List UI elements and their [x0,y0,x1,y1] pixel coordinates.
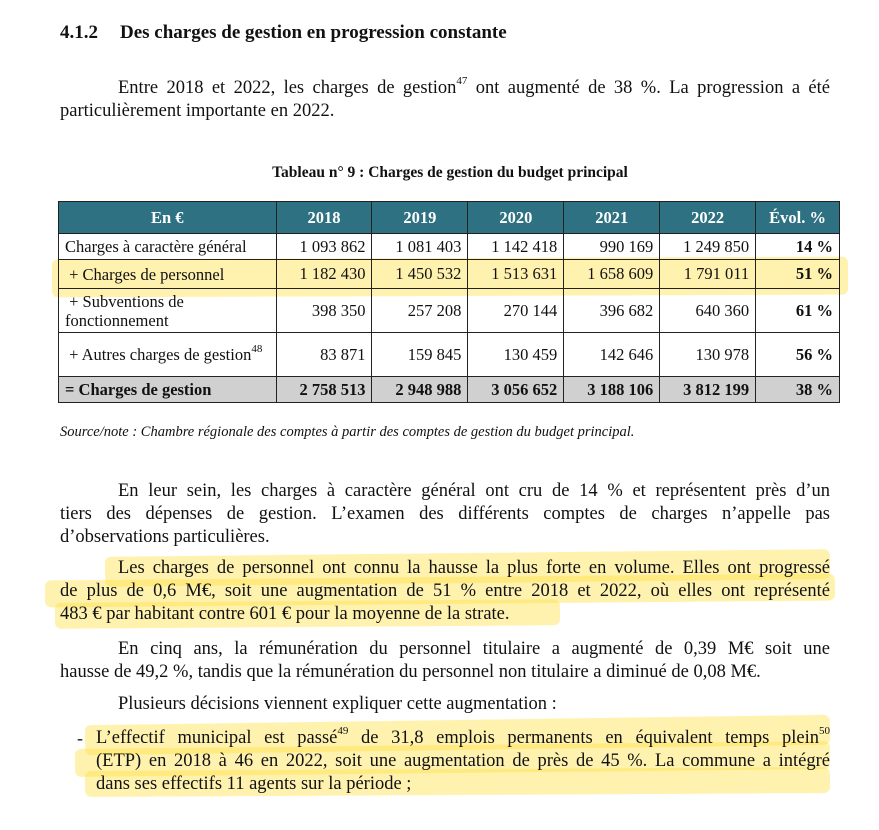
row-label: Charges à caractère général [59,234,277,260]
cell-value: 640 360 [660,289,756,333]
para2-line1: Les charges de personnel ont connu la hausse la plus forte en volume. Elles ont progressé [118,558,830,578]
cell-value: 398 350 [276,289,372,333]
table-row [59,333,840,377]
bullet-line1 [96,724,830,750]
total-value: 2 758 513 [276,377,372,403]
total-value: 2 948 988 [372,377,468,403]
para2-line2: de plus de 0,6 M€, soit une augmentation de 51 % entre 2018 et 2022, où elles ont représenté [60,581,830,601]
total-value: 3 056 652 [468,377,564,403]
intro-line1 [118,74,830,100]
total-evolution: 38 % [756,377,840,403]
table-caption: Tableau n° 9 : Charges de gestion du budget principal [272,164,628,181]
para1-line2: tiers des dépenses de gestion. L’examen des différents comptes de charges n’appelle pas [60,504,830,524]
cell-value: 1 142 418 [468,234,564,260]
cell-value: 1 081 403 [372,234,468,260]
cell-value: 1 249 850 [660,234,756,260]
table-header-row [59,202,840,234]
table-row [59,234,840,260]
section-heading [60,22,507,44]
total-value: 3 812 199 [660,377,756,403]
cell-value: 159 845 [372,333,468,377]
row-label-text: + Charges de personnel [69,264,225,284]
intro-line2: particulièrement importante en 2022. [60,101,335,121]
footnote-ref-49[interactable]: 49 [337,724,349,737]
row-label [59,260,277,289]
cell-value: 142 646 [564,333,660,377]
cell-value: 990 169 [564,234,660,260]
table-row [59,260,840,289]
table-source-note: Source/note : Chambre régionale des comptes à partir des comptes de gestion du budget principal. [60,424,635,440]
para1-line3: d’observations particulières. [60,527,270,547]
section-title: Des charges de gestion en progression constante [120,22,507,43]
para3-line1: En cinq ans, la rémunération du personnel titulaire a augmenté de 0,39 M€ soit une [118,639,830,659]
header-cell: 2020 [468,202,564,234]
cell-value: 1 658 609 [564,260,660,289]
bullet-line2: (ETP) en 2018 à 46 en 2022, soit une augmentation de près de 45 %. La commune a intégré [96,751,830,771]
para3-line2: hausse de 49,2 %, tandis que la rémunération du personnel non titulaire a diminué de 0,08 M€. [60,662,761,682]
header-cell: 2022 [660,202,756,234]
row-label-text: + Subventions de fonctionnement [65,291,184,330]
total-value: 3 188 106 [564,377,660,403]
bullet-text-b: de 31,8 emplois permanents en équivalent temps plein [348,728,819,748]
cell-value: 1 182 430 [276,260,372,289]
cell-evolution: 61 % [756,289,840,333]
table-row [59,289,840,333]
bullet-text-a: L’effectif municipal est passé [96,728,338,748]
footnote-ref-47[interactable]: 47 [456,74,468,87]
cell-value: 396 682 [564,289,660,333]
header-cell: En € [59,202,277,234]
cell-evolution: 51 % [756,260,840,289]
cell-evolution: 14 % [756,234,840,260]
section-number: 4.1.2 [60,22,98,43]
cell-value: 130 978 [660,333,756,377]
bullet-marker: - [77,728,83,748]
intro-text-b: ont augmenté de 38 %. La progression a été [467,78,830,98]
cell-value: 257 208 [372,289,468,333]
cell-value: 83 871 [276,333,372,377]
cell-value: 1 093 862 [276,234,372,260]
cell-value: 1 513 631 [468,260,564,289]
footnote-ref-48[interactable]: 48 [251,342,263,355]
footnote-ref-50[interactable]: 50 [819,724,830,737]
cell-evolution: 56 % [756,333,840,377]
row-label-text: + Autres charges de gestion [69,345,252,364]
header-cell: Évol. % [756,202,840,234]
row-label [59,289,277,333]
intro-text-a: Entre 2018 et 2022, les charges de gestion [118,78,457,98]
cell-value: 130 459 [468,333,564,377]
table-total-row [59,377,840,403]
header-cell: 2021 [564,202,660,234]
cell-value: 1 791 011 [660,260,756,289]
cell-value: 270 144 [468,289,564,333]
total-label: = Charges de gestion [59,377,277,403]
header-cell: 2019 [372,202,468,234]
bullet-line3: dans ses effectifs 11 agents sur la période ; [96,774,412,794]
cell-value: 1 450 532 [372,260,468,289]
row-label [59,333,277,377]
para2-line3: 483 € par habitant contre 601 € pour la moyenne de la strate. [60,604,510,624]
para4: Plusieurs décisions viennent expliquer cette augmentation : [118,694,557,714]
para1-line1: En leur sein, les charges à caractère général ont cru de 14 % et représentent près d’un [118,481,830,501]
header-cell: 2018 [276,202,372,234]
charges-table [58,201,840,403]
